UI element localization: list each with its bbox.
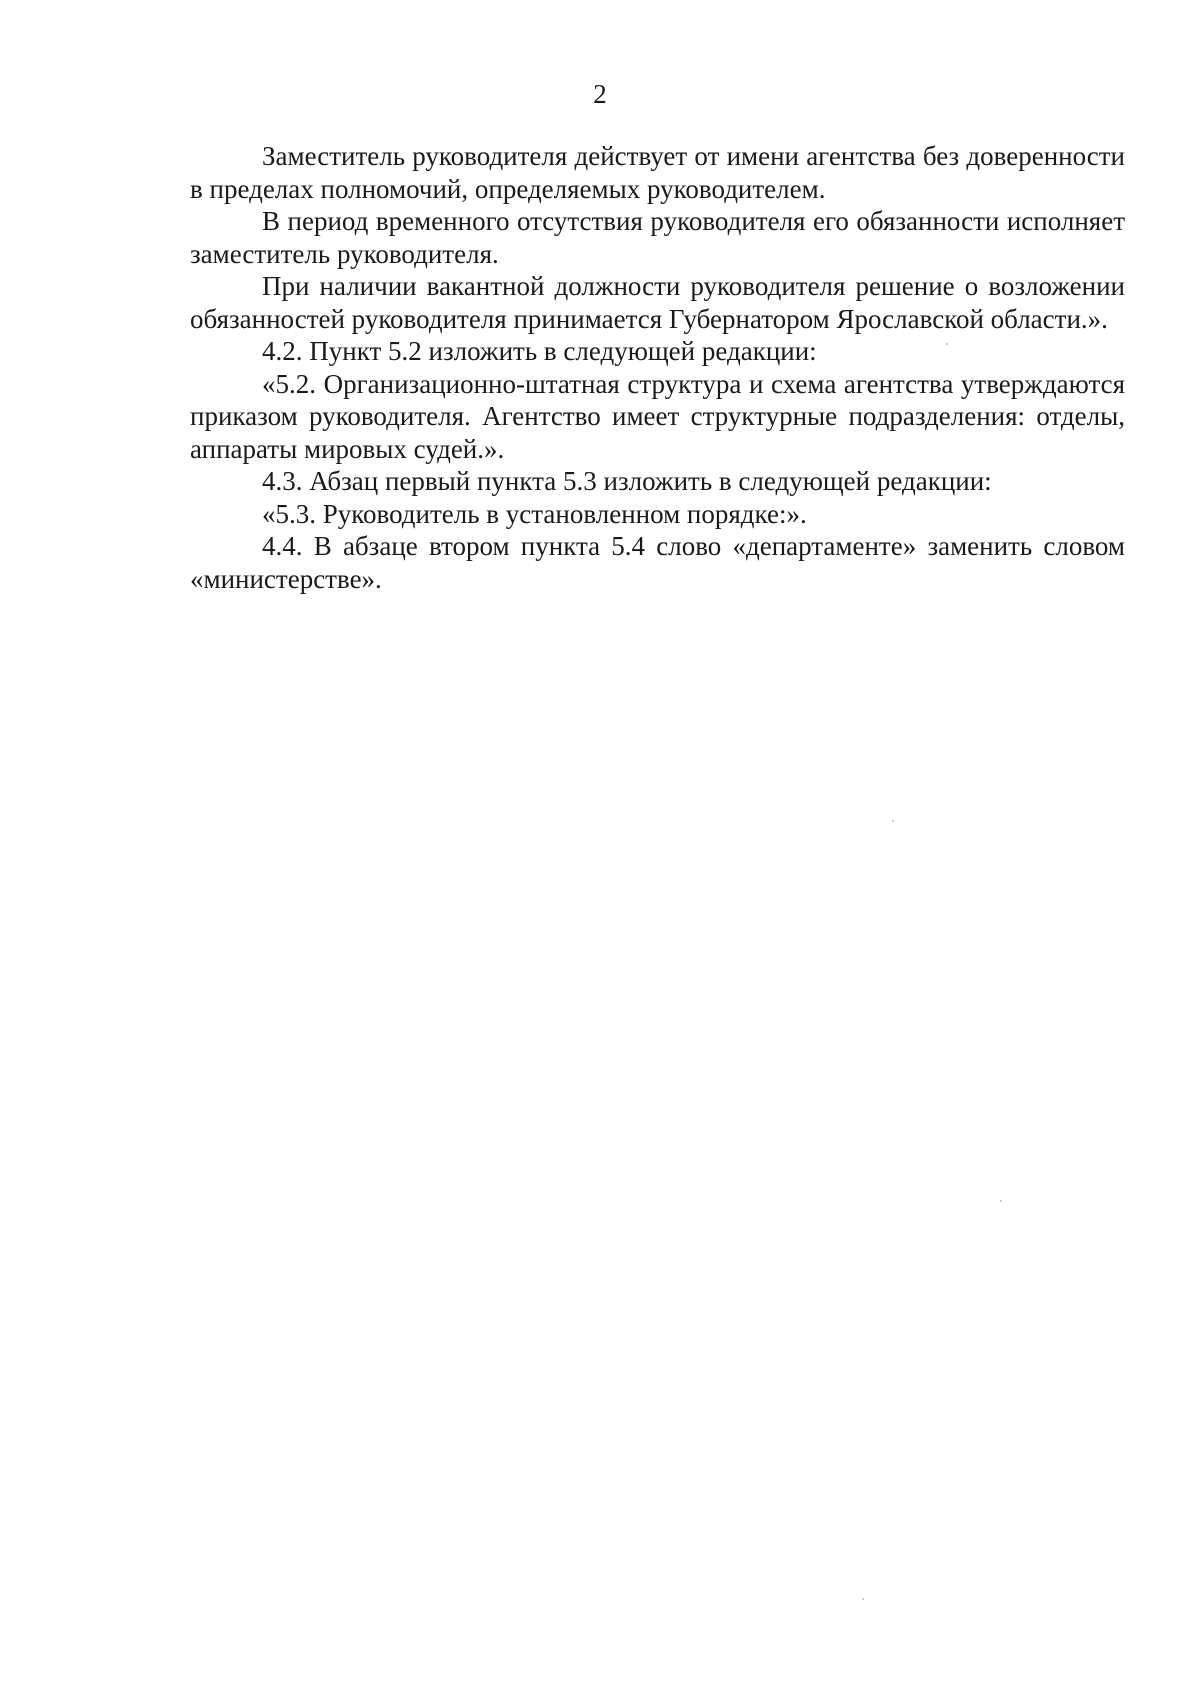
scan-speck (892, 820, 894, 822)
scan-speck (862, 1598, 864, 1600)
page-number: 2 (593, 79, 607, 109)
scan-speck (946, 343, 948, 345)
paragraph-deputy-authority: Заместитель руководителя действует от имени агентства без доверенности в пределах полномочий, определяемых руководителем. (190, 141, 1125, 204)
paragraph-temporary-absence: В период временного отсутствия руководителя его обязанности исполняет заместитель руководителя. (190, 206, 1125, 269)
paragraph-quote-5-2: «5.2. Организационно-штатная структура и схема агентства утверждаются приказом руководителя. Агентство имеет структурные подразделения: отделы, аппараты мировых судей.». (190, 368, 1125, 464)
paragraph-item-4-2: 4.2. Пункт 5.2 изложить в следующей редакции: (262, 336, 817, 366)
paragraph-item-4-3: 4.3. Абзац первый пункта 5.3 изложить в следующей редакции: (262, 466, 992, 496)
paragraph-quote-5-3: «5.3. Руководитель в установленном порядке:». (262, 498, 807, 529)
paragraph-item-4-4: 4.4. В абзаце втором пункта 5.4 слово «департаменте» заменить словом «министерстве». (190, 531, 1125, 594)
paragraph-vacant-position: При наличии вакантной должности руководителя решение о возложении обязанностей руководителя принимается Губернатором Ярославской области.». (190, 271, 1125, 334)
scan-speck (1000, 1200, 1002, 1202)
document-body (190, 140, 1125, 595)
